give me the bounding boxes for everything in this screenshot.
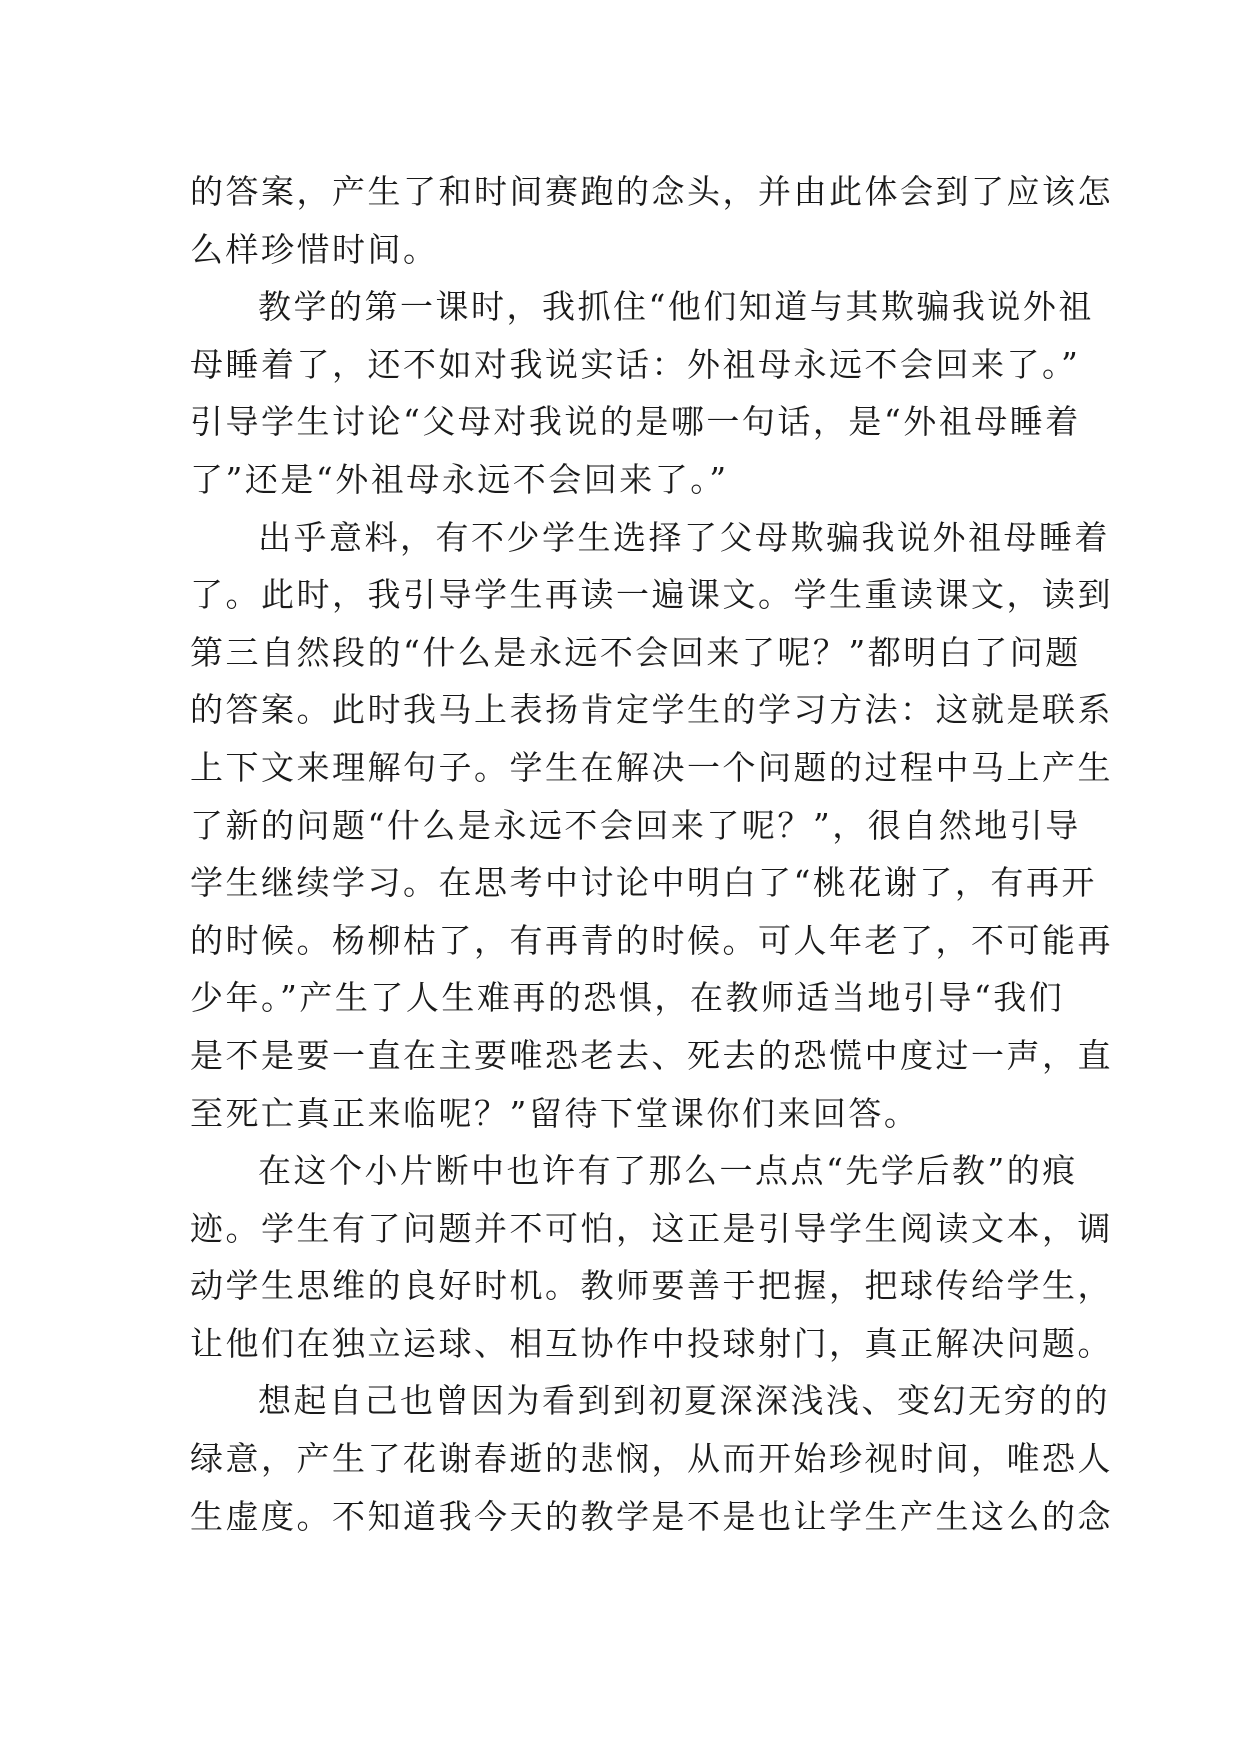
text-line: 让他们在独立运球、相互协作中投球射门，真正解决问题。 bbox=[190, 1323, 1113, 1363]
text-line: 教学的第一课时，我抓住“他们知道与其欺骗我说外祖 bbox=[258, 287, 1094, 327]
text-line: 是不是要一直在主要唯恐老去、死去的恐慌中度过一声，直 bbox=[190, 1035, 1113, 1075]
text-line: 在这个小片断中也许有了那么一点点“先学后教”的痕 bbox=[258, 1151, 1078, 1191]
text-line: 学生继续学习。在思考中讨论中明白了“桃花谢了，有再开 bbox=[190, 863, 1097, 903]
text-line: 迹。学生有了问题并不可怕，这正是引导学生阅读文本，调 bbox=[190, 1208, 1113, 1248]
text-line: 少年。”产生了人生难再的恐惧，在教师适当地引导“我们 bbox=[190, 978, 1065, 1018]
text-line: 至死亡真正来临呢？”留待下堂课你们来回答。 bbox=[190, 1093, 920, 1133]
text-line: 想起自己也曾因为看到到初夏深深浅浅、变幻无穷的的 bbox=[258, 1381, 1110, 1421]
text-line: 引导学生讨论“父母对我说的是哪一句话，是“外祖母睡着 bbox=[190, 402, 1081, 442]
text-line: 的答案，产生了和时间赛跑的念头，并由此体会到了应该怎 bbox=[190, 172, 1113, 211]
text-line: 了。此时，我引导学生再读一遍课文。学生重读课文，读到 bbox=[190, 575, 1113, 615]
text-line: 生虚度。不知道我今天的教学是不是也让学生产生这么的念 bbox=[190, 1496, 1113, 1536]
body-text bbox=[190, 163, 1113, 1545]
text-line: 绿意，产生了花谢春逝的悲悯，从而开始珍视时间，唯恐人 bbox=[190, 1439, 1113, 1479]
text-line: 的时候。杨柳枯了，有再青的时候。可人年老了，不可能再 bbox=[190, 920, 1113, 960]
text-line: 么样珍惜时间。 bbox=[190, 229, 439, 269]
text-line: 出乎意料，有不少学生选择了父母欺骗我说外祖母睡着 bbox=[258, 517, 1110, 557]
text-line: 上下文来理解句子。学生在解决一个问题的过程中马上产生 bbox=[190, 747, 1113, 787]
text-line: 了新的问题“什么是永远不会回来了呢？”，很自然地引导 bbox=[190, 805, 1081, 845]
text-line: 的答案。此时我马上表扬肯定学生的学习方法：这就是联系 bbox=[190, 690, 1113, 730]
text-line: 动学生思维的良好时机。教师要善于把握，把球传给学生， bbox=[190, 1266, 1113, 1306]
text-line: 了”还是“外祖母永远不会回来了。” bbox=[190, 459, 729, 499]
text-line: 第三自然段的“什么是永远不会回来了呢？”都明白了问题 bbox=[190, 632, 1081, 672]
text-line: 母睡着了，还不如对我说实话：外祖母永远不会回来了。” bbox=[190, 344, 1081, 384]
